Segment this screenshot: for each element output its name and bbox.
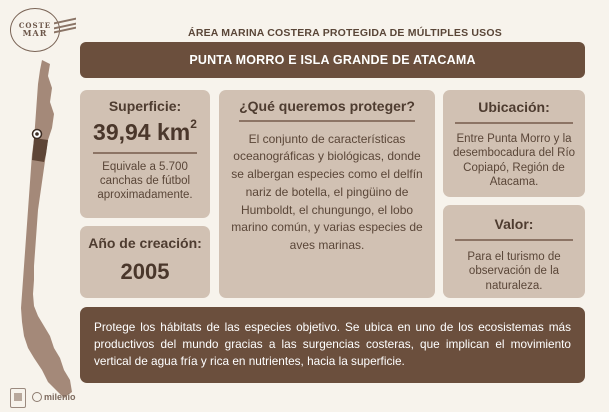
- stamp-postmark-lines: [54, 20, 76, 36]
- area-name-banner: PUNTA MORRO E ISLA GRANDE DE ATACAMA: [80, 42, 585, 78]
- chile-map: [4, 58, 76, 403]
- location-heading: Ubicación:: [478, 99, 550, 115]
- stamp-line2: MAR: [22, 28, 48, 39]
- milenio-logo: [32, 392, 76, 402]
- superficie-number: 39,94 km: [93, 119, 191, 145]
- superficie-unit-exponent: 2: [190, 117, 197, 131]
- page-title: ÁREA MARINA COSTERA PROTEGIDA DE MÚLTIPLES USOS: [188, 27, 502, 39]
- milenio-logo-text: milenio: [44, 392, 76, 402]
- divider: [239, 120, 415, 122]
- divider: [455, 239, 573, 241]
- summary-box: Protege los hábitats de las especies objetivo. Se ubica en uno de los ecosistemas más productivos del mundo gracias a las surgencias costeras, que implican el movimiento vertical de agua fría y rica en nutrientes, hacia la superficie.: [80, 307, 585, 383]
- value-text: Para el turismo de observación de la naturaleza.: [467, 250, 561, 292]
- creation-year-value: 2005: [120, 259, 170, 284]
- superficie-value: [80, 119, 210, 146]
- creation-year-card: [80, 226, 210, 298]
- divider: [455, 122, 573, 124]
- footer-logos: [10, 388, 130, 410]
- stamp-line1: COSTE: [18, 21, 52, 31]
- value-card: [443, 205, 585, 298]
- protection-heading: ¿Qué queremos proteger?: [239, 98, 415, 114]
- location-text: Entre Punta Morro y la desembocadura del Río Copiapó, Región de Atacama.: [452, 132, 576, 188]
- creation-year-heading: Año de creación:: [88, 235, 202, 251]
- location-card: [443, 90, 585, 197]
- location-marker-icon: [33, 130, 42, 139]
- superficie-card: [80, 90, 210, 218]
- protection-text: El conjunto de características oceanográficas y biológicas, donde se albergan especies como el delfín nariz de botella, el pingüino de Humboldt, el chungungo, el lobo marino común, y varias especies de aves marinas.: [231, 131, 423, 253]
- value-heading: Valor:: [494, 216, 534, 232]
- superficie-description: Equivale a 5.700 canchas de fútbol aproximadamente.: [97, 160, 193, 201]
- protection-card: [219, 90, 435, 298]
- divider: [93, 152, 197, 154]
- superficie-heading: Superficie:: [108, 98, 182, 114]
- atacama-region-highlight: [32, 138, 48, 162]
- chile-map-shape: [21, 60, 72, 398]
- milenio-logo-icon: [32, 392, 42, 402]
- costemar-stamp-logo: [10, 8, 60, 52]
- shield-logo-icon: [10, 388, 26, 408]
